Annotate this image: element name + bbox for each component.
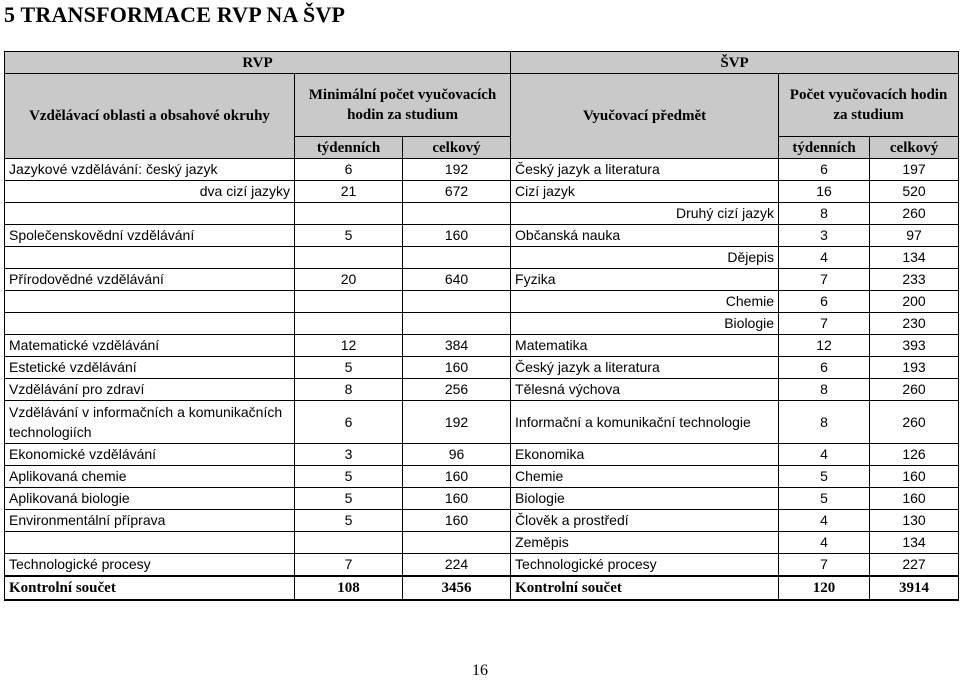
rvp-weekly-cell: 8 <box>295 379 403 401</box>
table-row <box>5 159 959 181</box>
svp-total-cell: 260 <box>870 203 959 225</box>
area-cell: Jazykové vzdělávání: český jazyk <box>5 159 295 181</box>
svp-total-cell: 130 <box>870 510 959 532</box>
subject-cell: Zeměpis <box>511 532 779 554</box>
rvp-total-cell <box>403 247 511 269</box>
svp-total-cell: 97 <box>870 225 959 247</box>
table-row <box>5 357 959 379</box>
svp-total-cell: 200 <box>870 291 959 313</box>
svp-weekly-cell: 8 <box>779 203 870 225</box>
svp-header: ŠVP <box>511 52 959 74</box>
svp-total-cell: 260 <box>870 401 959 444</box>
rvp-weekly-cell: 3 <box>295 444 403 466</box>
rvp-total-cell: 192 <box>403 159 511 181</box>
subject-cell: Fyzika <box>511 269 779 291</box>
rvp-total-cell: 160 <box>403 510 511 532</box>
rvp-weekly-cell <box>295 247 403 269</box>
svp-weekly-cell: 5 <box>779 488 870 510</box>
total-svp-total: 3914 <box>870 576 959 600</box>
svp-weekly-cell: 7 <box>779 554 870 577</box>
svp-total-cell: 134 <box>870 247 959 269</box>
table-row <box>5 466 959 488</box>
subject-cell: Chemie <box>511 291 779 313</box>
svp-total-cell: 160 <box>870 466 959 488</box>
rvp-weekly-cell: 6 <box>295 159 403 181</box>
rvp-total-cell <box>403 291 511 313</box>
rvp-header: RVP <box>5 52 511 74</box>
table-row <box>5 554 959 577</box>
rvp-total-header: celkový <box>403 137 511 159</box>
svp-total-cell: 393 <box>870 335 959 357</box>
svp-weekly-cell: 4 <box>779 444 870 466</box>
rvp-weekly-cell: 5 <box>295 488 403 510</box>
svp-weekly-cell: 5 <box>779 466 870 488</box>
svp-weekly-cell: 4 <box>779 510 870 532</box>
svp-weekly-cell: 7 <box>779 269 870 291</box>
table-row <box>5 203 959 225</box>
subject-header: Vyučovací předmět <box>511 74 779 159</box>
rvp-total-cell: 160 <box>403 225 511 247</box>
table-row <box>5 488 959 510</box>
rvp-total-cell <box>403 203 511 225</box>
rvp-total-cell: 96 <box>403 444 511 466</box>
table-row <box>5 510 959 532</box>
subject-cell: Cizí jazyk <box>511 181 779 203</box>
area-cell: Vzdělávání pro zdraví <box>5 379 295 401</box>
rvp-total-cell: 224 <box>403 554 511 577</box>
subject-cell: Druhý cizí jazyk <box>511 203 779 225</box>
svp-total-cell: 126 <box>870 444 959 466</box>
svp-total-cell: 193 <box>870 357 959 379</box>
rvp-total-cell <box>403 313 511 335</box>
rvp-weekly-header: týdenních <box>295 137 403 159</box>
subject-cell: Informační a komunikační technologie <box>511 401 779 444</box>
subject-cell: Technologické procesy <box>511 554 779 577</box>
area-cell <box>5 203 295 225</box>
rvp-weekly-cell: 6 <box>295 401 403 444</box>
header-row-2 <box>5 74 959 137</box>
svp-total-cell: 227 <box>870 554 959 577</box>
subject-cell: Dějepis <box>511 247 779 269</box>
total-rvp-total: 3456 <box>403 576 511 600</box>
rvp-weekly-cell: 20 <box>295 269 403 291</box>
area-cell <box>5 313 295 335</box>
rvp-weekly-cell: 5 <box>295 466 403 488</box>
total-rvp-weekly: 108 <box>295 576 403 600</box>
rvp-total-cell: 192 <box>403 401 511 444</box>
area-cell: Aplikovaná biologie <box>5 488 295 510</box>
table-row <box>5 225 959 247</box>
area-cell: dva cizí jazyky <box>5 181 295 203</box>
area-cell: Estetické vzdělávání <box>5 357 295 379</box>
table-row <box>5 401 959 444</box>
svp-weekly-cell: 6 <box>779 291 870 313</box>
area-cell: Matematické vzdělávání <box>5 335 295 357</box>
transformation-table <box>4 51 959 601</box>
rvp-total-cell: 160 <box>403 466 511 488</box>
svp-total-cell: 260 <box>870 379 959 401</box>
area-cell <box>5 247 295 269</box>
area-cell <box>5 291 295 313</box>
rvp-total-cell: 640 <box>403 269 511 291</box>
svp-total-cell: 160 <box>870 488 959 510</box>
area-cell <box>5 532 295 554</box>
area-cell: Přírodovědné vzdělávání <box>5 269 295 291</box>
svp-weekly-cell: 6 <box>779 357 870 379</box>
subject-cell: Biologie <box>511 313 779 335</box>
subject-cell: Člověk a prostředí <box>511 510 779 532</box>
min-hours-header: Minimální počet vyučovacích hodin za studium <box>295 74 511 137</box>
rvp-total-cell <box>403 532 511 554</box>
header-row-1 <box>5 52 959 74</box>
areas-header: Vzdělávací oblasti a obsahové okruhy <box>5 74 295 159</box>
svp-total-cell: 230 <box>870 313 959 335</box>
table-row <box>5 444 959 466</box>
subject-cell: Matematika <box>511 335 779 357</box>
area-cell: Společenskovědní vzdělávání <box>5 225 295 247</box>
svp-weekly-cell: 3 <box>779 225 870 247</box>
total-subject-label: Kontrolní součet <box>511 576 779 600</box>
rvp-weekly-cell: 21 <box>295 181 403 203</box>
hours-count-header: Počet vyučovacích hodin za studium <box>779 74 959 137</box>
rvp-weekly-cell: 5 <box>295 510 403 532</box>
rvp-weekly-cell <box>295 313 403 335</box>
svp-weekly-cell: 4 <box>779 247 870 269</box>
svp-total-cell: 197 <box>870 159 959 181</box>
rvp-total-cell: 160 <box>403 488 511 510</box>
rvp-total-cell: 160 <box>403 357 511 379</box>
area-cell: Aplikovaná chemie <box>5 466 295 488</box>
svp-weekly-cell: 16 <box>779 181 870 203</box>
svp-total-cell: 233 <box>870 269 959 291</box>
rvp-total-cell: 256 <box>403 379 511 401</box>
svp-weekly-cell: 7 <box>779 313 870 335</box>
page-number: 16 <box>472 662 488 679</box>
svp-total-header: celkový <box>870 137 959 159</box>
rvp-weekly-cell: 5 <box>295 357 403 379</box>
subject-cell: Občanská nauka <box>511 225 779 247</box>
svp-total-cell: 520 <box>870 181 959 203</box>
area-cell: Technologické procesy <box>5 554 295 577</box>
table-row <box>5 313 959 335</box>
subject-cell: Ekonomika <box>511 444 779 466</box>
rvp-total-cell: 384 <box>403 335 511 357</box>
total-label: Kontrolní součet <box>5 576 295 600</box>
rvp-weekly-cell: 7 <box>295 554 403 577</box>
subject-cell: Český jazyk a literatura <box>511 159 779 181</box>
subject-cell: Tělesná výchova <box>511 379 779 401</box>
total-svp-weekly: 120 <box>779 576 870 600</box>
subject-cell: Český jazyk a literatura <box>511 357 779 379</box>
svp-weekly-cell: 8 <box>779 379 870 401</box>
svp-weekly-cell: 8 <box>779 401 870 444</box>
subject-cell: Biologie <box>511 488 779 510</box>
area-cell: Environmentální příprava <box>5 510 295 532</box>
rvp-weekly-cell: 12 <box>295 335 403 357</box>
rvp-weekly-cell <box>295 532 403 554</box>
svp-weekly-header: týdenních <box>779 137 870 159</box>
section-heading: 5 TRANSFORMACE RVP NA ŠVP <box>4 2 346 27</box>
svp-weekly-cell: 6 <box>779 159 870 181</box>
table-row <box>5 247 959 269</box>
area-cell: Vzdělávání v informačních a komunikačních technologiích <box>5 401 295 444</box>
table-row <box>5 181 959 203</box>
rvp-weekly-cell: 5 <box>295 225 403 247</box>
table-row <box>5 532 959 554</box>
total-row <box>5 576 959 600</box>
rvp-weekly-cell <box>295 291 403 313</box>
subject-cell: Chemie <box>511 466 779 488</box>
rvp-total-cell: 672 <box>403 181 511 203</box>
table-row <box>5 379 959 401</box>
area-cell: Ekonomické vzdělávání <box>5 444 295 466</box>
table-row <box>5 269 959 291</box>
svp-total-cell: 134 <box>870 532 959 554</box>
svp-weekly-cell: 12 <box>779 335 870 357</box>
table-row <box>5 335 959 357</box>
rvp-weekly-cell <box>295 203 403 225</box>
table-row <box>5 291 959 313</box>
svp-weekly-cell: 4 <box>779 532 870 554</box>
